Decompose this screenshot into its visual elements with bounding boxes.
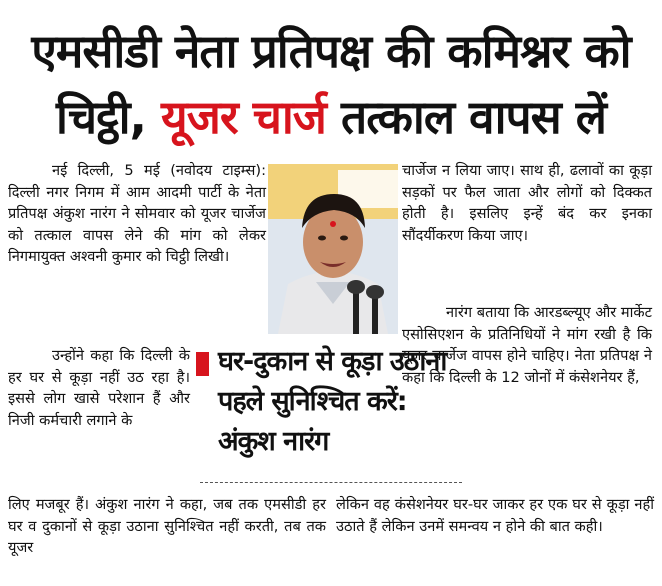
headline-line-2 (0, 88, 662, 146)
article-paragraph-2: उन्होंने कहा कि दिल्ली के हर घर से कूड़ा नहीं उठ रहा है। इससे लोग खासे परेशान हैं और निजी कर्मचारी लगाने के (8, 347, 190, 429)
article-paragraph-4: नारंग बताया कि आरडब्ल्यूए और मार्केट एसोसिएशन के प्रतिनिधियों ने मांग रखी है कि यूजर चार्जेज वापस होने चाहिए। नेता प्रतिपक्ष ने कहा कि दिल्ली के 12 जोनों में कंसेशनेयर हैं, (402, 304, 652, 386)
person-photo-illustration (268, 164, 398, 334)
article-paragraph-1: नई दिल्ली, 5 मई (नवोदय टाइम्स): दिल्ली नगर निगम में आम आदमी पार्टी के नेता प्रतिपक्ष अंकुश नारंग ने सोमवार को यूजर चार्जेज को तत्काल वापस लेने की मांग को लेकर निगमायुक्त अश्वनी कुमार को चिट्ठी लिखी। (8, 162, 266, 265)
headline-highlight: यूजर चार्ज (161, 90, 326, 144)
article-column-left-top (8, 160, 266, 268)
pullquote-text: घर-दुकान से कूड़ा उठाना पहले सुनिश्चित करें: अंकुश नारंग (218, 346, 447, 457)
headline-line-2-start: चिट्ठी, (56, 90, 162, 144)
article-paragraph-3: चार्जेज न लिया जाए। साथ ही, ढलावों का कूड़ा सड़कों पर फैल जाता और लोगों को दिक्कत होती है। इसलिए इन्हें बंद कर इनका सौंदर्यीकरण किया जाए। (402, 162, 652, 244)
article-column-bottom-right (336, 494, 654, 537)
article-paragraph-4-continued: लेकिन वह कंसेशनेयर घर-घर जाकर हर एक घर से कूड़ा नहीं उठाते हैं लेकिन उनमें समन्वय न होने की बात कही। (336, 496, 654, 535)
article-column-right-top (402, 160, 652, 246)
news-photo (268, 164, 398, 334)
section-divider (200, 482, 462, 483)
article-paragraph-2-continued: लिए मजबूर हैं। अंकुश नारंग ने कहा, जब तक एमसीडी हर घर व दुकानों से कूड़ा उठाना सुनिश्चित नहीं करती, तब तक यूजर (8, 496, 326, 556)
article-column-bottom-left (8, 494, 326, 559)
article-column-left-middle (8, 345, 190, 431)
headline-line-2-end: तत्काल वापस लें (325, 90, 606, 144)
headline-line-1: एमसीडी नेता प्रतिपक्ष की कमिश्नर को (31, 24, 631, 78)
pullquote-marker (196, 352, 209, 376)
